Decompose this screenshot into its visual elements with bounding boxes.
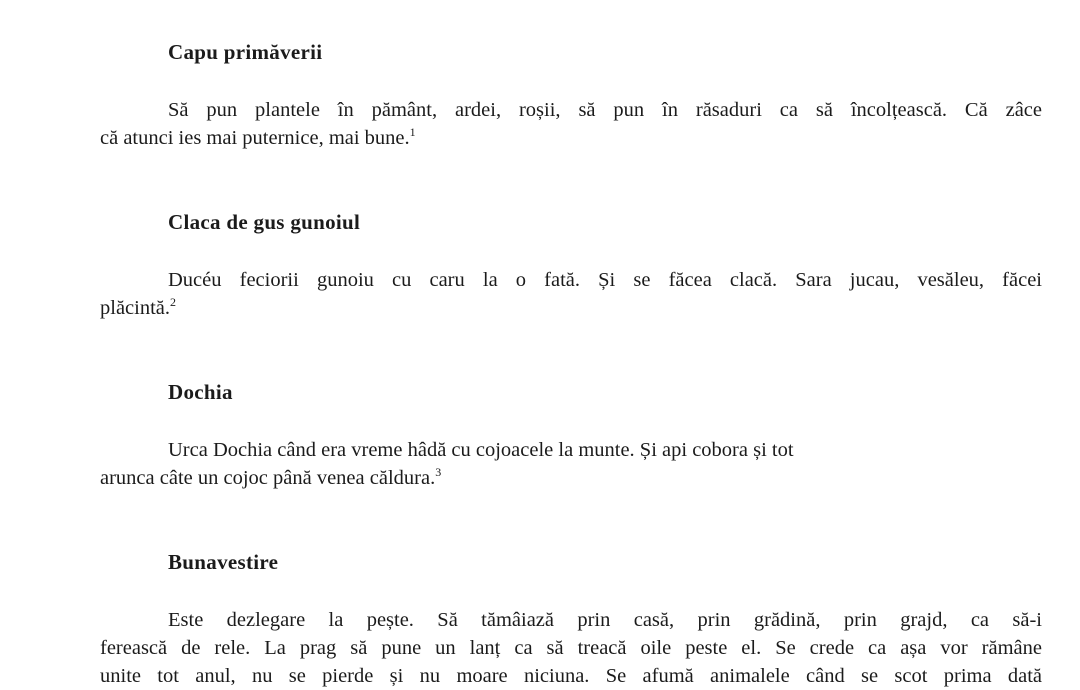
paragraph-line: Ducéu feciorii gunoiu cu caru la o fată. Și se făcea clacă. Sara jucau, vesăleu, făcei xyxy=(168,269,1042,291)
paragraph-line-text: plăcintă. xyxy=(100,297,171,319)
section-bunavestire xyxy=(100,548,1042,690)
paragraph-line xyxy=(100,294,1042,322)
section-claca-de-gus-gunoiul xyxy=(100,208,1042,322)
section-heading: Capu primăverii xyxy=(168,40,323,64)
paragraph-line: Urca Dochia când era vreme hâdă cu cojoacele la munte. Și api cobora și tot xyxy=(168,439,794,461)
footnote-marker: 1 xyxy=(409,125,416,140)
paragraph-line-text: arunca câte un cojoc până venea căldura. xyxy=(100,467,436,489)
paragraph xyxy=(100,96,1042,152)
paragraph xyxy=(100,606,1042,690)
paragraph-line xyxy=(100,464,1042,492)
section-heading: Claca de gus gunoiul xyxy=(168,210,361,234)
paragraph-line: unite tot anul, nu se pierde și nu moare niciuna. Se afumă animalele când se scot prima dată xyxy=(100,665,1042,687)
footnote-marker: 2 xyxy=(170,295,177,310)
paragraph xyxy=(100,436,1042,492)
paragraph xyxy=(100,266,1042,322)
paragraph-line: ferească de rele. La prag să pune un lanț ca să treacă oile peste el. Se crede ca așa vor rămâne xyxy=(100,637,1042,659)
footnote-marker: 3 xyxy=(435,465,442,480)
paragraph-line xyxy=(100,124,1042,152)
paragraph-line: Să pun plantele în pământ, ardei, roșii, să pun în răsaduri ca să încolțească. Că zâce xyxy=(168,99,1042,121)
paragraph-line: Este dezlegare la pește. Să tămâiază prin casă, prin grădină, prin grajd, ca să-i xyxy=(168,609,1042,631)
section-capu-primaverii xyxy=(100,38,1042,152)
section-dochia xyxy=(100,378,1042,492)
document-content xyxy=(100,0,1042,690)
section-heading: Bunavestire xyxy=(168,550,279,574)
section-heading: Dochia xyxy=(168,380,233,404)
paragraph-line-text: că atunci ies mai puternice, mai bune. xyxy=(100,127,410,149)
